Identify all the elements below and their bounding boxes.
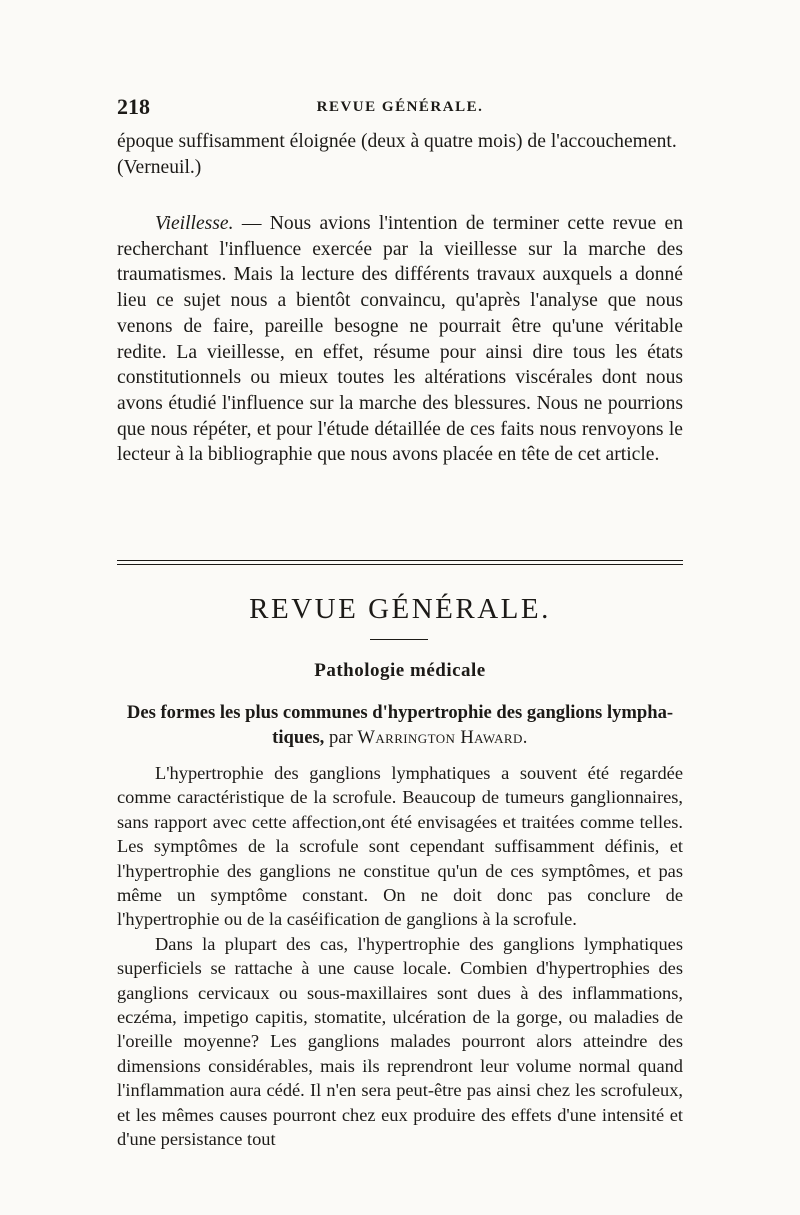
article-title-line1: Des formes les plus communes d'hypertrophie des ganglions lympha- xyxy=(126,702,674,723)
author-prefix: par xyxy=(329,727,353,748)
section-divider-thick xyxy=(117,560,683,561)
section-divider-thin xyxy=(117,564,683,565)
running-head xyxy=(117,94,683,124)
author-name: Warrington Haward. xyxy=(357,727,528,748)
body-paragraph-2: Dans la plupart des cas, l'hypertrophie des ganglions lymphatiques superficiels se rattache à une cause locale. Combien d'hypertrophies des ganglions cervicaux ou sous-maxillaires sont dues à des inflammations, eczéma, impetigo capitis, stomatite, ulcération de la gorge, ou maladies de l'oreille moyenne? Les ganglions malades pourront alors atteindre des dimensions considérables, mais ils reprendront leur volume normal quand l'inflammation aura cédé. Il n'en sera peut-être pas ainsi chez les scrofuleux, et les mêmes causes pourront chez eux produire des effets d'une intensité et d'une persistance tout xyxy=(117,933,683,1150)
intro-paragraph: époque suffisamment éloignée (deux à quatre mois) de l'accouchement. (Verneuil.) xyxy=(117,131,677,178)
article-title-line2: tiques, xyxy=(272,727,325,748)
section-heading: REVUE GÉNÉRALE. xyxy=(249,593,551,625)
article-body xyxy=(117,761,683,1152)
body-paragraph-1: L'hypertrophie des ganglions lymphatiques a souvent été regardée comme caractéristique de la scrofule. Beaucoup de tumeurs ganglionnaires, sans rapport avec cette affection,ont été envisagées et traitées comme telles. Les symptômes de la scrofule sont cependant suffisamment définis, et l'hypertrophie des ganglions ne constitue qu'un de ces symptômes, et pas même un symptôme constant. On ne doit donc pas conclure de l'hypertrophie ou de la caséification de ganglions à la scrofule. xyxy=(117,763,683,930)
intro-block xyxy=(117,129,683,180)
vieillesse-paragraph xyxy=(117,211,683,468)
vieillesse-text: — Nous avions l'intention de terminer cette revue en recherchant l'influence exercée par la vieillesse sur la marche des traumatismes. Mais la lecture des différents travaux auxquels a donné lieu ce sujet nous a bientôt convaincu, qu'après l'analyse que nous venons de faire, pareille besogne ne pourrait être qu'une véritable redite. La vieillesse, en effet, résume pour ainsi dire tous les états constitutionnels ou mieux toutes les altérations viscérales dont nous avons étudié l'influence sur la marche des blessures. Nous ne pourrions que nous répéter, et pour l'étude détaillée de ces faits nous renvoyons le lecteur à la bibliographie que nous avons placée en tête de cet article. xyxy=(117,213,683,466)
page-number: 218 xyxy=(117,94,150,119)
subsection-heading: Pathologie médicale xyxy=(314,660,486,681)
heading-underline xyxy=(370,639,428,640)
article-title xyxy=(117,700,683,750)
running-title: REVUE GÉNÉRALE. xyxy=(316,99,484,115)
vieillesse-run-in: Vieillesse. xyxy=(155,213,234,234)
vieillesse-block xyxy=(117,211,683,468)
article-title-line2-wrap xyxy=(117,725,683,750)
